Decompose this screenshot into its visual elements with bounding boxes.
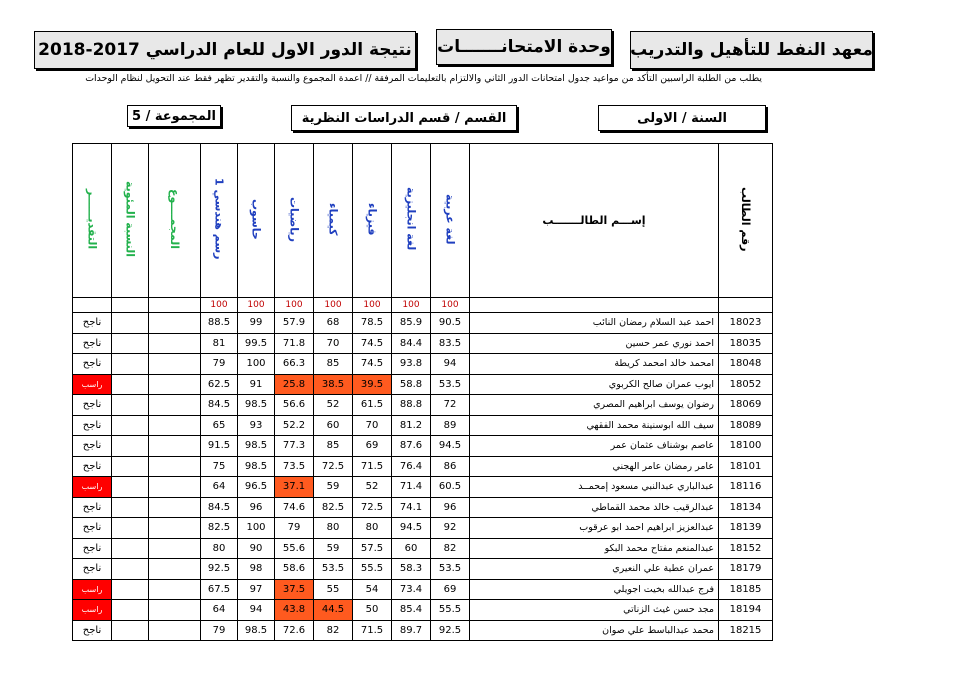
mark-cell: 90: [238, 538, 275, 559]
mark-cell: 96: [431, 497, 470, 518]
mark-cell: 94: [238, 600, 275, 621]
mark-cell: 82: [431, 538, 470, 559]
mark-cell: 80: [201, 538, 238, 559]
mark-cell: 99.5: [238, 333, 275, 354]
student-row: [73, 354, 773, 375]
mark-cell: 60.5: [431, 477, 470, 498]
total-cell: [149, 333, 201, 354]
header-grade: [73, 144, 112, 298]
status-cell: ناجح: [73, 497, 112, 518]
mark-cell: 74.1: [392, 497, 431, 518]
mark-cell: 57.9: [275, 313, 314, 334]
header-computer-text: حاسوب: [249, 198, 263, 240]
result-title: [34, 31, 416, 69]
header-drawing: [201, 144, 238, 298]
student-row: [73, 374, 773, 395]
mark-cell: 97: [238, 579, 275, 600]
percent-cell: [112, 333, 149, 354]
mark-cell: 50: [353, 600, 392, 621]
percent-cell: [112, 579, 149, 600]
student-row: [73, 559, 773, 580]
mark-cell: 72.6: [275, 620, 314, 641]
mark-cell: 84.4: [392, 333, 431, 354]
max-mark-cell: 100: [353, 298, 392, 313]
total-cell: [149, 456, 201, 477]
student-row: [73, 497, 773, 518]
mark-cell: 99: [238, 313, 275, 334]
mark-cell: 81: [201, 333, 238, 354]
student-id-cell: 18035: [719, 333, 773, 354]
student-name-cell: عبدالرقيب خالد محمد القماطي: [470, 497, 719, 518]
total-cell: [149, 518, 201, 539]
mark-cell: 64: [201, 600, 238, 621]
max-blank-name: [470, 298, 719, 313]
student-id-cell: 18023: [719, 313, 773, 334]
mark-cell: 82.5: [201, 518, 238, 539]
status-cell: ناجح: [73, 395, 112, 416]
percent-cell: [112, 395, 149, 416]
mark-cell: 44.5: [314, 600, 353, 621]
status-cell: ناجح: [73, 620, 112, 641]
student-id-cell: 18089: [719, 415, 773, 436]
result-title-text: نتيجة الدور الاول للعام الدراسي 2017-2018: [38, 40, 412, 60]
student-id-cell: 18139: [719, 518, 773, 539]
student-id-cell: 18116: [719, 477, 773, 498]
student-row: [73, 415, 773, 436]
header-arabic: [431, 144, 470, 298]
mark-cell: 65: [201, 415, 238, 436]
student-id-cell: 18152: [719, 538, 773, 559]
total-cell: [149, 374, 201, 395]
status-cell: ناجح: [73, 456, 112, 477]
mark-cell: 92.5: [201, 559, 238, 580]
mark-cell: 94: [431, 354, 470, 375]
percent-cell: [112, 620, 149, 641]
student-name-cell: محمد عبدالباسط علي صوان: [470, 620, 719, 641]
percent-cell: [112, 415, 149, 436]
student-row: [73, 456, 773, 477]
mark-cell: 58.6: [275, 559, 314, 580]
student-row: [73, 313, 773, 334]
institute-title: [630, 31, 873, 69]
percent-cell: [112, 436, 149, 457]
group-box: [127, 105, 221, 127]
mark-cell: 82: [314, 620, 353, 641]
status-cell: ناجح: [73, 518, 112, 539]
percent-cell: [112, 559, 149, 580]
institute-title-text: معهد النفط للتأهيل والتدريب: [630, 40, 873, 60]
percent-cell: [112, 518, 149, 539]
mark-cell: 59: [314, 538, 353, 559]
mark-cell: 73.5: [275, 456, 314, 477]
header-drawing-text: رسم هندسي 1: [212, 178, 226, 260]
mark-cell: 53.5: [431, 559, 470, 580]
student-name-cell: فرج عبدالله بخيت اجويلي: [470, 579, 719, 600]
status-cell: راسب: [73, 600, 112, 621]
total-cell: [149, 354, 201, 375]
mark-cell: 90.5: [431, 313, 470, 334]
student-id-cell: 18179: [719, 559, 773, 580]
student-name-cell: عاصم بوشناف عثمان عمر: [470, 436, 719, 457]
max-mark-cell: 100: [275, 298, 314, 313]
student-name-cell: احمد نوري عمر حسين: [470, 333, 719, 354]
mark-cell: 78.5: [353, 313, 392, 334]
header-english: [392, 144, 431, 298]
mark-cell: 72.5: [353, 497, 392, 518]
status-cell: ناجح: [73, 354, 112, 375]
unit-title-text: وحدة الامتحانـــــــات: [437, 37, 611, 57]
year-text: السنة / الاولى: [637, 110, 727, 126]
student-id-cell: 18194: [719, 600, 773, 621]
mark-cell: 70: [353, 415, 392, 436]
student-row: [73, 518, 773, 539]
student-row: [73, 620, 773, 641]
mark-cell: 85: [314, 354, 353, 375]
status-cell: راسب: [73, 374, 112, 395]
header-math: [275, 144, 314, 298]
mark-cell: 71.5: [353, 620, 392, 641]
mark-cell: 70: [314, 333, 353, 354]
status-cell: ناجح: [73, 313, 112, 334]
mark-cell: 52: [314, 395, 353, 416]
student-row: [73, 436, 773, 457]
max-mark-cell: 100: [238, 298, 275, 313]
mark-cell: 72.5: [314, 456, 353, 477]
mark-cell: 98.5: [238, 620, 275, 641]
total-cell: [149, 559, 201, 580]
student-name-cell: ايوب عمران صالح الكربوي: [470, 374, 719, 395]
results-table: [72, 143, 773, 641]
percent-cell: [112, 313, 149, 334]
mark-cell: 58.3: [392, 559, 431, 580]
mark-cell: 74.5: [353, 333, 392, 354]
student-row: [73, 333, 773, 354]
percent-cell: [112, 538, 149, 559]
total-cell: [149, 497, 201, 518]
student-name-cell: سيف الله ابوسنينة محمد الفقهي: [470, 415, 719, 436]
mark-cell: 37.5: [275, 579, 314, 600]
mark-cell: 61.5: [353, 395, 392, 416]
student-name-cell: عبدالباري عبدالنبي مسعود إمحمــد: [470, 477, 719, 498]
mark-cell: 58.8: [392, 374, 431, 395]
percent-cell: [112, 600, 149, 621]
percent-cell: [112, 456, 149, 477]
header-percent: [112, 144, 149, 298]
student-name-cell: عبدالعزيز ابراهيم احمد ابو عرقوب: [470, 518, 719, 539]
mark-cell: 68: [314, 313, 353, 334]
mark-cell: 73.4: [392, 579, 431, 600]
student-id-cell: 18069: [719, 395, 773, 416]
max-blank-id: [719, 298, 773, 313]
total-cell: [149, 579, 201, 600]
header-id-text: رقم الطالب: [739, 186, 752, 252]
department-text: القسم / قسم الدراسات النظرية: [301, 110, 507, 126]
mark-cell: 100: [238, 518, 275, 539]
total-cell: [149, 395, 201, 416]
mark-cell: 55: [314, 579, 353, 600]
mark-cell: 96: [238, 497, 275, 518]
student-row: [73, 538, 773, 559]
mark-cell: 56.6: [275, 395, 314, 416]
header-chemistry-text: كيمياء: [326, 202, 340, 236]
mark-cell: 71.5: [353, 456, 392, 477]
mark-cell: 93.8: [392, 354, 431, 375]
total-cell: [149, 600, 201, 621]
mark-cell: 88.8: [392, 395, 431, 416]
student-row: [73, 600, 773, 621]
mark-cell: 86: [431, 456, 470, 477]
student-id-cell: 18134: [719, 497, 773, 518]
percent-cell: [112, 477, 149, 498]
mark-cell: 84.5: [201, 395, 238, 416]
mark-cell: 74.6: [275, 497, 314, 518]
status-cell: ناجح: [73, 415, 112, 436]
max-marks-row: [73, 298, 773, 313]
header-total-text: المجمــــوع: [168, 188, 181, 250]
mark-cell: 71.8: [275, 333, 314, 354]
mark-cell: 92: [431, 518, 470, 539]
mark-cell: 85: [314, 436, 353, 457]
mark-cell: 89.7: [392, 620, 431, 641]
department-box: [291, 105, 517, 131]
student-name-cell: رضوان يوسف ابراهيم المصري: [470, 395, 719, 416]
student-name-cell: عبدالمنعم مفتاح محمد البكو: [470, 538, 719, 559]
mark-cell: 80: [353, 518, 392, 539]
student-id-cell: 18100: [719, 436, 773, 457]
status-cell: راسب: [73, 579, 112, 600]
unit-title: [436, 29, 612, 65]
mark-cell: 93: [238, 415, 275, 436]
mark-cell: 75: [201, 456, 238, 477]
mark-cell: 69: [431, 579, 470, 600]
header-id: [719, 144, 773, 298]
mark-cell: 57.5: [353, 538, 392, 559]
mark-cell: 25.8: [275, 374, 314, 395]
mark-cell: 67.5: [201, 579, 238, 600]
mark-cell: 77.3: [275, 436, 314, 457]
mark-cell: 87.6: [392, 436, 431, 457]
mark-cell: 79: [275, 518, 314, 539]
mark-cell: 98: [238, 559, 275, 580]
total-cell: [149, 620, 201, 641]
max-mark-cell: 100: [201, 298, 238, 313]
table-header-row: [73, 144, 773, 298]
status-cell: ناجح: [73, 559, 112, 580]
header-chemistry: [314, 144, 353, 298]
mark-cell: 55.6: [275, 538, 314, 559]
header-arabic-text: لغة عربية: [443, 193, 457, 245]
header-math-text: رياضيات: [287, 196, 301, 242]
mark-cell: 71.4: [392, 477, 431, 498]
mark-cell: 98.5: [238, 436, 275, 457]
header-name: [470, 144, 719, 298]
status-cell: راسب: [73, 477, 112, 498]
mark-cell: 43.8: [275, 600, 314, 621]
group-text: المجموعة / 5: [132, 108, 216, 124]
mark-cell: 66.3: [275, 354, 314, 375]
mark-cell: 79: [201, 354, 238, 375]
student-id-cell: 18048: [719, 354, 773, 375]
mark-cell: 55.5: [353, 559, 392, 580]
mark-cell: 94.5: [431, 436, 470, 457]
mark-cell: 52.2: [275, 415, 314, 436]
mark-cell: 53.5: [314, 559, 353, 580]
notice-text: يطلب من الطلبة الراسبين التأكد من مواعيد جدول امتحانات الدور الثاني والالتزام بالتعليمات المرفقة // اعمدة المجموع والنسبة والتقدير تظهر فقط عند التحويل لنظام الوحدات: [85, 73, 762, 84]
total-cell: [149, 415, 201, 436]
mark-cell: 96.5: [238, 477, 275, 498]
mark-cell: 84.5: [201, 497, 238, 518]
mark-cell: 80: [314, 518, 353, 539]
mark-cell: 91.5: [201, 436, 238, 457]
mark-cell: 72: [431, 395, 470, 416]
max-blank-total: [149, 298, 201, 313]
max-blank-percent: [112, 298, 149, 313]
mark-cell: 94.5: [392, 518, 431, 539]
mark-cell: 60: [392, 538, 431, 559]
mark-cell: 79: [201, 620, 238, 641]
mark-cell: 62.5: [201, 374, 238, 395]
mark-cell: 85.9: [392, 313, 431, 334]
total-cell: [149, 436, 201, 457]
percent-cell: [112, 374, 149, 395]
student-name-cell: امحمد خالد امحمد كريطة: [470, 354, 719, 375]
mark-cell: 54: [353, 579, 392, 600]
student-name-cell: عامر رمضان عامر الهجني: [470, 456, 719, 477]
student-id-cell: 18215: [719, 620, 773, 641]
header-percent-text: النسبة المئوية: [123, 180, 137, 258]
mark-cell: 38.5: [314, 374, 353, 395]
mark-cell: 83.5: [431, 333, 470, 354]
mark-cell: 55.5: [431, 600, 470, 621]
mark-cell: 69: [353, 436, 392, 457]
mark-cell: 64: [201, 477, 238, 498]
mark-cell: 98.5: [238, 456, 275, 477]
mark-cell: 37.1: [275, 477, 314, 498]
mark-cell: 52: [353, 477, 392, 498]
student-row: [73, 579, 773, 600]
student-id-cell: 18052: [719, 374, 773, 395]
total-cell: [149, 538, 201, 559]
max-blank-grade: [73, 298, 112, 313]
status-cell: ناجح: [73, 333, 112, 354]
max-mark-cell: 100: [431, 298, 470, 313]
student-name-cell: احمد عبد السلام رمضان النائب: [470, 313, 719, 334]
header-physics: [353, 144, 392, 298]
mark-cell: 74.5: [353, 354, 392, 375]
student-name-cell: عمران عطية علي النعيري: [470, 559, 719, 580]
mark-cell: 59: [314, 477, 353, 498]
total-cell: [149, 477, 201, 498]
percent-cell: [112, 497, 149, 518]
header-name-text: إســـم الطالـــــــب: [542, 214, 646, 227]
student-id-cell: 18185: [719, 579, 773, 600]
mark-cell: 60: [314, 415, 353, 436]
mark-cell: 89: [431, 415, 470, 436]
mark-cell: 81.2: [392, 415, 431, 436]
mark-cell: 53.5: [431, 374, 470, 395]
mark-cell: 76.4: [392, 456, 431, 477]
total-cell: [149, 313, 201, 334]
mark-cell: 92.5: [431, 620, 470, 641]
header-physics-text: فيزياء: [365, 202, 379, 236]
percent-cell: [112, 354, 149, 375]
header-english-text: لغة انجليزية: [404, 187, 418, 251]
mark-cell: 98.5: [238, 395, 275, 416]
student-row: [73, 395, 773, 416]
mark-cell: 91: [238, 374, 275, 395]
mark-cell: 85.4: [392, 600, 431, 621]
header-computer: [238, 144, 275, 298]
header-grade-text: التقديــــــر: [85, 188, 99, 250]
mark-cell: 39.5: [353, 374, 392, 395]
mark-cell: 88.5: [201, 313, 238, 334]
max-mark-cell: 100: [314, 298, 353, 313]
student-id-cell: 18101: [719, 456, 773, 477]
mark-cell: 100: [238, 354, 275, 375]
status-cell: ناجح: [73, 436, 112, 457]
student-row: [73, 477, 773, 498]
mark-cell: 82.5: [314, 497, 353, 518]
year-box: [598, 105, 766, 131]
student-name-cell: مجد حسن غيث الزناتي: [470, 600, 719, 621]
status-cell: ناجح: [73, 538, 112, 559]
max-mark-cell: 100: [392, 298, 431, 313]
header-total: [149, 144, 201, 298]
